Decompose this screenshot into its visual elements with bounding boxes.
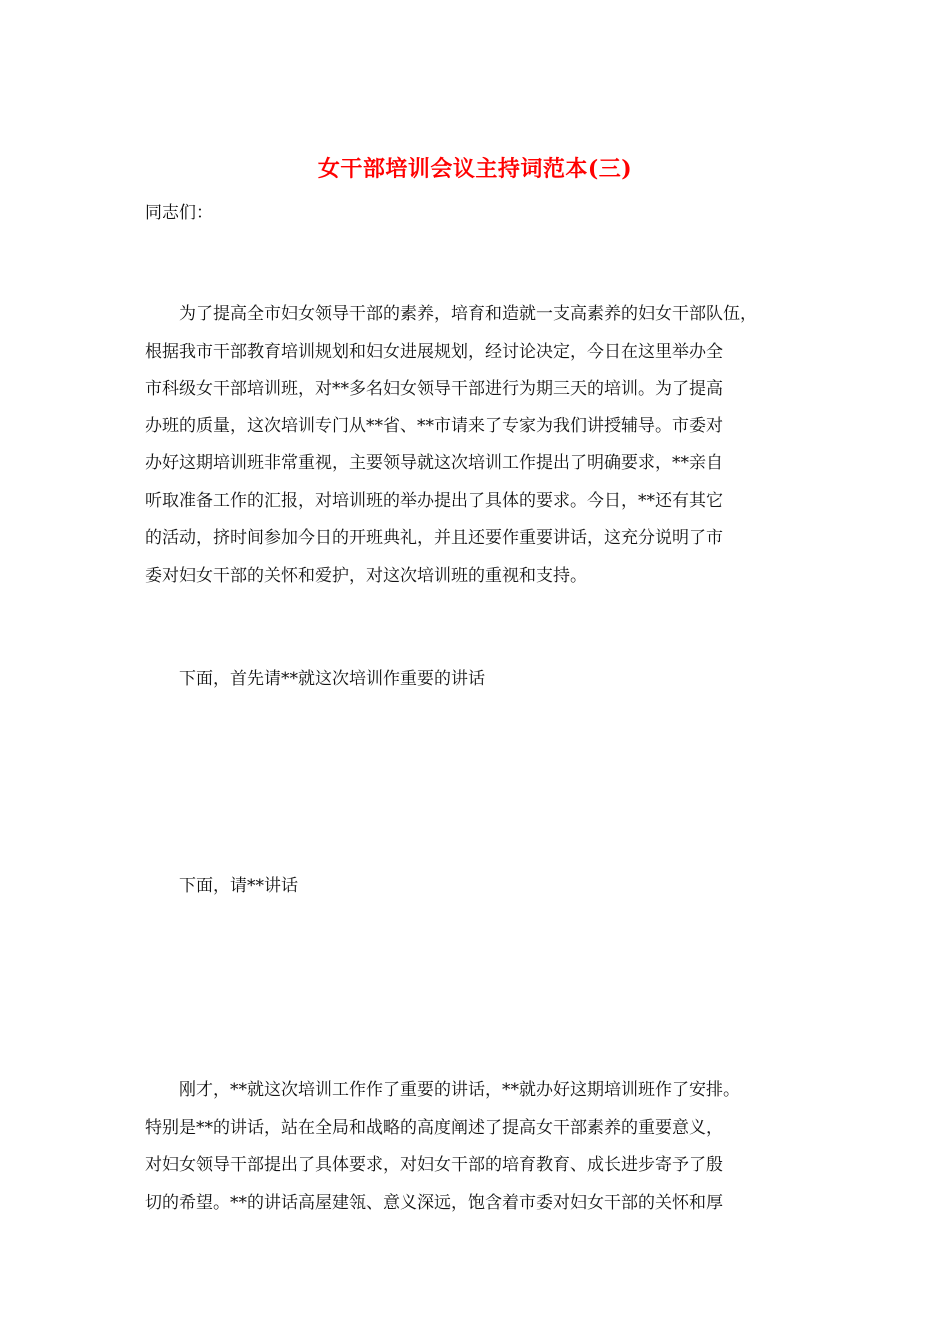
paragraph-1-line-5: 办好这期培训班非常重视，主要领导就这次培训工作提出了明确要求，**亲自 [145,453,723,473]
paragraph-3: 下面，请**讲话 [145,876,298,896]
paragraph-4-line-4: 切的希望。**的讲话高屋建瓴、意义深远，饱含着市委对妇女干部的关怀和厚 [145,1193,723,1213]
paragraph-1-line-2: 根据我市干部教育培训规划和妇女进展规划，经讨论决定，今日在这里举办全 [145,342,723,362]
paragraph-1-line-3: 市科级女干部培训班，对**多名妇女领导干部进行为期三天的培训。为了提高 [145,379,723,399]
document-title: 女干部培训会议主持词范本(三) [317,156,633,182]
paragraph-2: 下面，首先请**就这次培训作重要的讲话 [145,669,485,689]
paragraph-1-line-7: 的活动，挤时间参加今日的开班典礼，并且还要作重要讲话，这充分说明了市 [145,528,723,548]
paragraph-1-line-4: 办班的质量，这次培训专门从**省、**市请来了专家为我们讲授辅导。市委对 [145,416,723,436]
paragraph-1-line-1: 为了提高全市妇女领导干部的素养，培育和造就一支高素养的妇女干部队伍， [145,304,757,324]
salutation: 同志们： [145,203,213,223]
paragraph-4-line-3: 对妇女领导干部提出了具体要求，对妇女干部的培育教育、成长进步寄予了殷 [145,1155,723,1175]
paragraph-4-line-2: 特别是**的讲话，站在全局和战略的高度阐述了提高女干部素养的重要意义， [145,1118,723,1138]
paragraph-1-line-8: 委对妇女干部的关怀和爱护，对这次培训班的重视和支持。 [145,566,587,586]
paragraph-4-line-1: 刚才，**就这次培训工作作了重要的讲话，**就办好这期培训班作了安排。 [145,1080,740,1100]
paragraph-1-line-6: 听取准备工作的汇报，对培训班的举办提出了具体的要求。今日，**还有其它 [145,491,723,511]
